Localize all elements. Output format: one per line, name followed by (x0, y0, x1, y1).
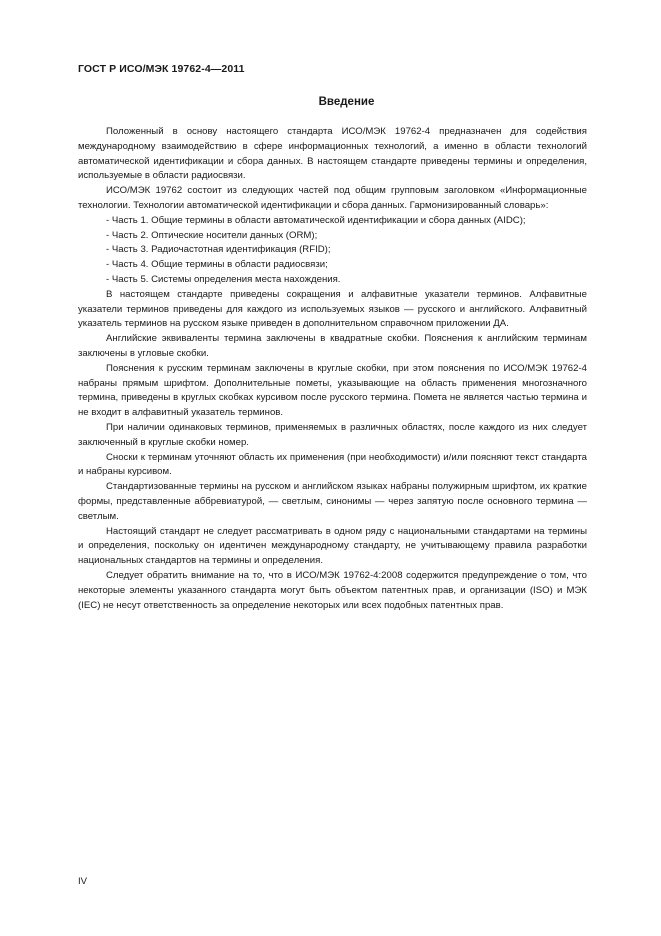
page-number: IV (78, 876, 88, 887)
paragraph: При наличии одинаковых терминов, применяемых в различных областях, после каждого из них следует заключенный в круглые скобки номер. (78, 421, 587, 448)
paragraph: Сноски к терминам уточняют область их применения (при необходимости) и/или поясняют текст стандарта и набраны курсивом. (78, 451, 587, 478)
section-title: Введение (318, 96, 375, 108)
paragraph: ИСО/МЭК 19762 состоит из следующих частей под общим групповым заголовком «Информационные технологии. Технологии автоматической идентификации и сбора данных. Гармонизированный словарь»: (78, 185, 587, 211)
paragraph: Пояснения к русским терминам заключены в круглые скобки, при этом пояснения по ИСО/МЭК 19762-4 набраны прямым шрифтом. Дополнительные пометы, указывающие на область применения многозначного термина, приведены в круглых скобках курсивом после русского термина. Помета не является частью термина и не входит в алфавитный указатель терминов. (78, 362, 587, 419)
paragraph: Настоящий стандарт не следует рассматривать в одном ряду с национальными стандартами на термины и определения, поскольку он идентичен международному стандарту, не учитывающему правила разработки национальных стандартов на термины и определения. (78, 525, 587, 567)
paragraph: Английские эквиваленты термина заключены в квадратные скобки. Пояснения к английским терминам заключены в угловые скобки. (78, 333, 587, 359)
list-item: - Часть 1. Общие термины в области автоматической идентификации и сбора данных (AIDC); (106, 214, 526, 226)
document-body (78, 125, 587, 613)
document-header: ГОСТ Р ИСО/МЭК 19762-4—2011 (78, 63, 245, 75)
list-item: - Часть 2. Оптические носители данных (ORM); (106, 229, 318, 241)
paragraph: В настоящем стандарте приведены сокращения и алфавитные указатели терминов. Алфавитные указатели терминов приведены для каждого из используемых языков — русского и английского. Алфавитный указатель терминов на русском языке приведен в дополнительном справочном приложении ДА. (78, 288, 587, 330)
paragraph: Следует обратить внимание на то, что в ИСО/МЭК 19762-4:2008 содержится предупреждение о том, что некоторые элементы указанного стандарта могут быть объектом патентных прав, и организации (ISO) и МЭК (IEC) не несут ответственность за определение некоторых или всех подобных патентных прав. (78, 569, 587, 611)
list-item: - Часть 5. Системы определения места нахождения. (106, 273, 341, 285)
paragraph: Положенный в основу настоящего стандарта ИСО/МЭК 19762-4 предназначен для содействия международному взаимодействию в сфере информационных технологий, а именно в области технологий автоматической идентификации и сбора данных. В настоящем стандарте приведены термины и определения, используемые в области радиосвязи. (78, 126, 587, 182)
list-item: - Часть 3. Радиочастотная идентификация (RFID); (106, 244, 331, 256)
paragraph: Стандартизованные термины на русском и английском языках набраны полужирным шрифтом, их краткие формы, представленные аббревиатурой, — светлым, синонимы — через запятую после основного термина — светлым. (78, 481, 587, 522)
list-item: - Часть 4. Общие термины в области радиосвязи; (106, 259, 328, 271)
